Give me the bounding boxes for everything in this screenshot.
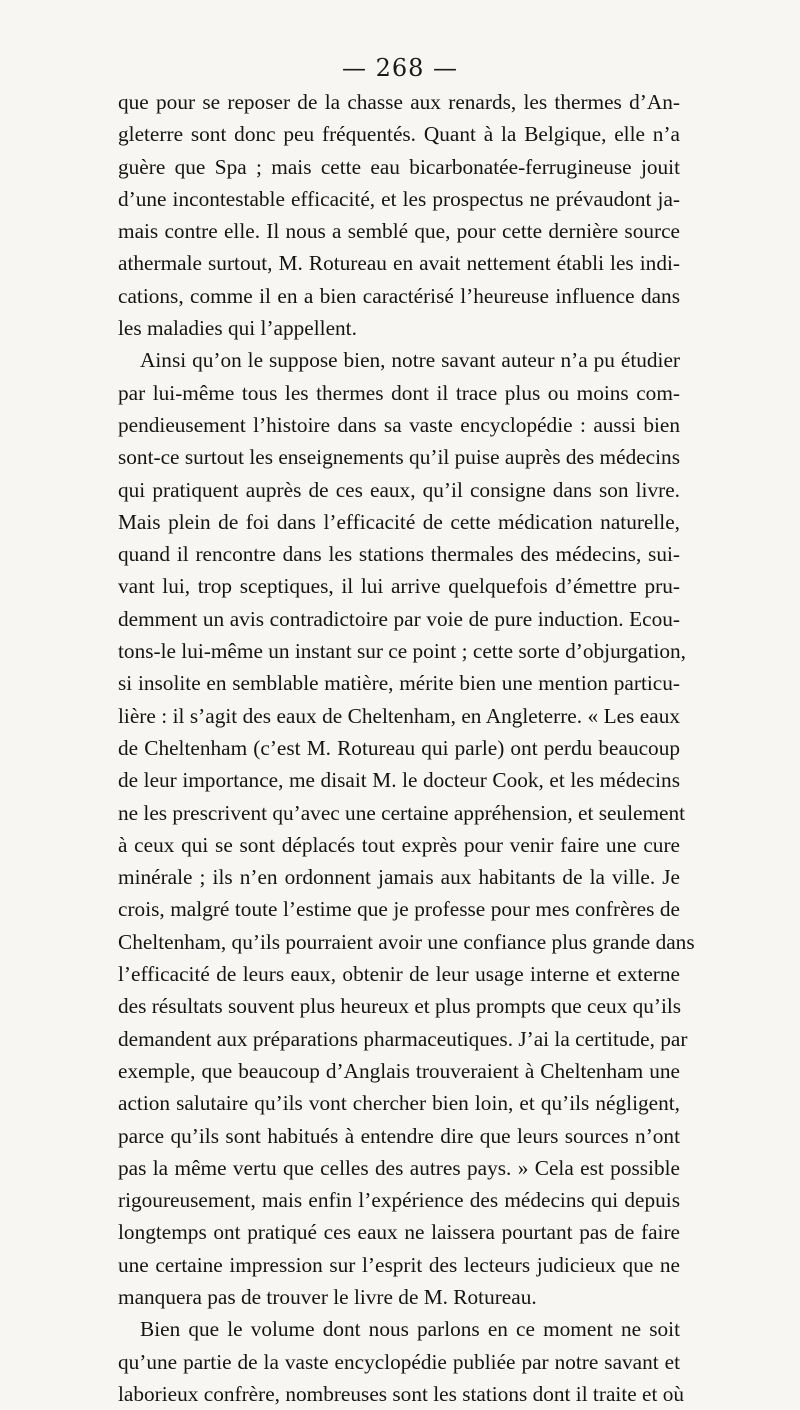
text-line: vant lui, trop sceptiques, il lui arrive quelquefois d’émettre pru- bbox=[118, 574, 680, 599]
text-line: Cheltenham, qu’ils pourraient avoir une confiance plus grande dans bbox=[118, 929, 695, 954]
text-line: des résultats souvent plus heureux et plus prompts que ceux qu’ils bbox=[118, 994, 682, 1019]
text-line: Bien que le volume dont nous parlons en ce moment ne soit bbox=[140, 1317, 680, 1342]
text-line: athermale surtout, M. Rotureau en avait nettement établi les indi- bbox=[118, 251, 680, 276]
text-line: par lui-même tous les thermes dont il trace plus ou moins com- bbox=[118, 380, 680, 405]
text-line: exemple, que beaucoup d’Anglais trouveraient à Cheltenham une bbox=[118, 1058, 680, 1083]
text-line: ne les prescrivent qu’avec une certaine appréhension, et seulement bbox=[118, 800, 686, 825]
text-line: gleterre sont donc peu fréquentés. Quant à la Belgique, elle n’a bbox=[118, 122, 680, 147]
text-line: que pour se reposer de la chasse aux renards, les thermes d’An- bbox=[118, 90, 680, 114]
text-line: mais contre elle. Il nous a semblé que, pour cette dernière source bbox=[118, 219, 680, 244]
text-line: demment un avis contradictoire par voie de pure induction. Ecou- bbox=[118, 606, 680, 631]
text-line: laborieux confrère, nombreuses sont les stations dont il traite et où bbox=[118, 1381, 685, 1406]
text-line: lière : il s’agit des eaux de Cheltenham, en Angleterre. « Les eaux bbox=[118, 703, 680, 728]
text-line: action salutaire qu’ils vont chercher bien loin, et qu’ils négligent, bbox=[118, 1091, 680, 1116]
text-line: d’une incontestable efficacité, et les prospectus ne prévaudont ja- bbox=[118, 186, 680, 211]
text-line: demandent aux préparations pharmaceutiques. J’ai la certitude, par bbox=[118, 1026, 688, 1051]
text-line: de leur importance, me disait M. le docteur Cook, et les médecins bbox=[118, 768, 680, 793]
text-line: quand il rencontre dans les stations thermales des médecins, sui- bbox=[118, 542, 680, 567]
text-line: qui pratiquent auprès de ces eaux, qu’il consigne dans son livre. bbox=[118, 477, 680, 502]
text-line: de Cheltenham (c’est M. Rotureau qui parle) ont perdu beaucoup bbox=[118, 735, 680, 760]
text-line: pas la même vertu que celles des autres pays. » Cela est possible bbox=[118, 1155, 680, 1180]
text-line: à ceux qui se sont déplacés tout exprès pour venir faire une cure bbox=[118, 832, 680, 857]
text-line: manquera pas de trouver le livre de M. Rotureau. bbox=[118, 1284, 537, 1309]
text-line: parce qu’ils sont habitués à entendre dire que leurs sources n’ont bbox=[118, 1123, 680, 1148]
text-line: Ainsi qu’on le suppose bien, notre savant auteur n’a pu étudier bbox=[140, 348, 680, 373]
text-line: si insolite en semblable matière, mérite bien une mention particu- bbox=[118, 671, 680, 696]
text-line: crois, malgré toute l’estime que je professe pour mes confrères de bbox=[118, 897, 680, 922]
body-text bbox=[118, 86, 695, 1410]
page-number: — 268 — bbox=[341, 54, 459, 82]
text-line: les maladies qui l’appellent. bbox=[118, 316, 357, 341]
text-line: cations, comme il en a bien caractérisé l’heureuse influence dans bbox=[118, 283, 680, 308]
text-line: Mais plein de foi dans l’efficacité de cette médication naturelle, bbox=[118, 509, 680, 534]
text-line: pendieusement l’histoire dans sa vaste encyclopédie : aussi bien bbox=[118, 412, 680, 437]
text-line: qu’une partie de la vaste encyclopédie publiée par notre savant et bbox=[118, 1349, 680, 1374]
text-line: rigoureusement, mais enfin l’expérience des médecins qui depuis bbox=[118, 1188, 680, 1213]
text-line: longtemps ont pratiqué ces eaux ne laissera pourtant pas de faire bbox=[118, 1220, 680, 1245]
text-line: sont-ce surtout les enseignements qu’il puise auprès des médecins bbox=[118, 445, 680, 470]
text-line: tons-le lui-même un instant sur ce point ; cette sorte d’objurgation, bbox=[118, 639, 686, 664]
text-line: l’efficacité de leurs eaux, obtenir de leur usage interne et externe bbox=[118, 962, 680, 987]
text-line: minérale ; ils n’en ordonnent jamais aux habitants de la ville. Je bbox=[118, 865, 680, 890]
text-line: une certaine impression sur l’esprit des lecteurs judicieux que ne bbox=[118, 1252, 680, 1277]
text-line: guère que Spa ; mais cette eau bicarbonatée-ferrugineuse jouit bbox=[118, 154, 680, 179]
